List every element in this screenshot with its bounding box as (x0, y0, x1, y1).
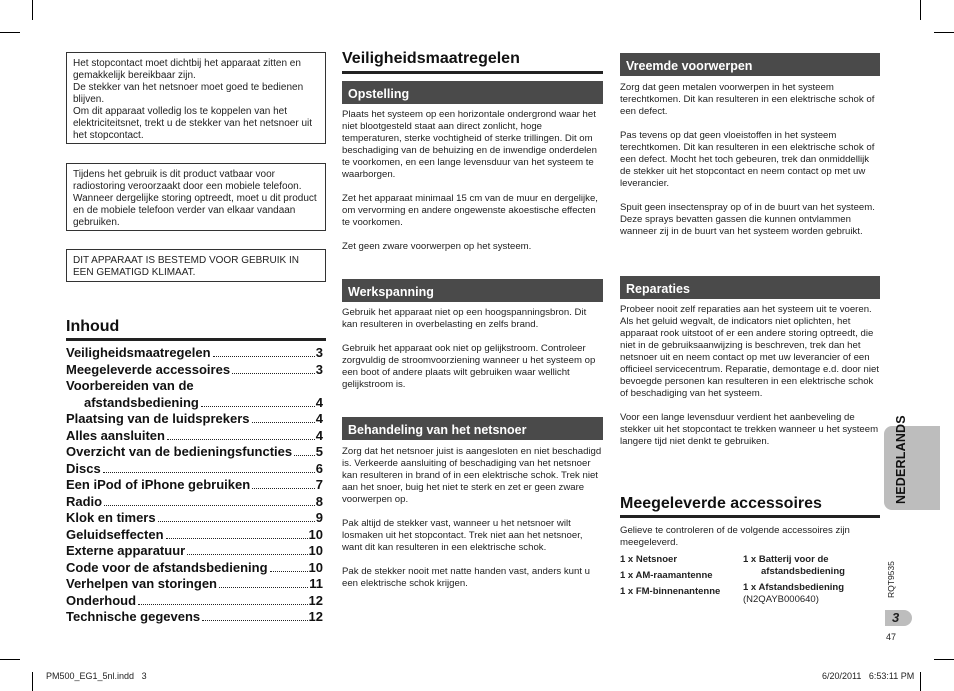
crop-mark (934, 32, 954, 33)
radio-notice-text: Tijdens het gebruik is dit product vatbaar voor radiostoring veroorzaakt door een mobiele telefoon. Wanneer dergelijke storing optreedt, moet u dit product en de mobiele telefoon verder van elkaar vandaan gebruiken. (73, 169, 317, 228)
paragraph: Pak de stekker nooit met natte handen vast, anders kunt u een elektrische schok krijgen. (342, 566, 590, 589)
toc-entry-title: Onderhoud (66, 592, 137, 608)
language-tab (884, 415, 940, 510)
toc-entry-page: 7 (315, 477, 323, 492)
toc-leader-dots (187, 554, 307, 555)
toc-leader-dots (103, 472, 315, 473)
toc-entry-title: Discs (66, 460, 101, 476)
toc-leader-dots (201, 406, 315, 407)
toc-entry-title: Een iPod of iPhone gebruiken (66, 477, 251, 492)
toc-entry-page: 9 (315, 510, 323, 525)
table-of-contents (66, 345, 323, 626)
footer-file: PM500_EG1_5nl.indd 3 (46, 671, 147, 681)
paragraph: Probeer nooit zelf reparaties aan het systeem uit te voeren. Als het geluid wegvalt, de indicators niet oplichten, het apparaat rook uitstoot of er een andere storing optreedt, die niet in de gebruiksaanwijzing is beschreven, trek dan het netsnoer uit en neem contact op met uw leverancier of een officieel servicecentrum. Reparatie, demontage e.d. door niet bevoegde personen kan resulteren in een elektrische schok of beschadiging van het systeem. (620, 304, 879, 399)
netsnoer-text (342, 446, 603, 602)
toc-entry-page: 10 (308, 526, 323, 542)
language-label: NEDERLANDS (894, 415, 908, 504)
accessories-list-left (620, 554, 740, 602)
accessories-list-right (743, 554, 883, 606)
paragraph: Pas tevens op dat geen vloeistoffen in het systeem terechtkomen. Dit kan resulteren in een elektrische schok of een defect. Mocht het toch gebeuren, trek dan onmiddellijk de stekker uit het stopcontact en neem contact op met uw leverancier. (620, 130, 875, 189)
toc-entry (66, 609, 323, 626)
toc-entry-page: 4 (315, 427, 323, 443)
toc-entry-title: Alles aansluiten (66, 427, 165, 443)
toc-entry (66, 543, 323, 560)
paragraph: Voor een lange levensduur verdient het aanbeveling de stekker uit het stopcontact te trekken wanneer u het systeem langere tijd niet denkt te gebruiken. (620, 412, 879, 447)
toc-entry (66, 395, 323, 412)
climate-notice-text: DIT APPARAAT IS BESTEMD VOOR GEBRUIK IN EEN GEMATIGD KLIMAAT. (73, 255, 299, 278)
toc-entry-page: 11 (309, 576, 323, 591)
paragraph: Pak altijd de stekker vast, wanneer u het netsnoer wilt losmaken uit het stopcontact. Trek niet aan het netsnoer, want dit kan resulteren in een elektrische schok. (342, 518, 583, 553)
toc-entry (66, 378, 323, 395)
toc-leader-dots (294, 455, 315, 456)
page-number: 3 (892, 610, 900, 625)
toc-entry-title: Code voor de afstandsbediening (66, 559, 268, 575)
reparaties-heading: Reparaties (620, 276, 880, 299)
climate-notice-box (66, 249, 326, 282)
crop-mark (32, 0, 33, 20)
paragraph: Zorg dat het netsnoer juist is aangesloten en niet beschadigd is. Verkeerde aansluiting of beschadiging van het netsnoer kan resulteren in brand of in een elektrische schok. Trek niet aan het snoer, buig het niet te sterk en zet er geen zware voorwerpen op. (342, 446, 602, 505)
toc-rule (66, 338, 326, 341)
toc-leader-dots (213, 356, 315, 357)
crop-mark (920, 0, 921, 20)
radio-notice-box (66, 163, 326, 231)
plug-notice-line: Het stopcontact moet dichtbij het apparaat zitten en gemakkelijk bereikbaar zijn. (73, 58, 301, 81)
accessory-item: 1 x Batterij voor de (743, 554, 829, 565)
paragraph: Gebruik het apparaat niet op een hoogspanningsbron. Dit kan resulteren in overbelasting en zelfs brand. (342, 307, 587, 330)
toc-entry-page: 12 (308, 592, 323, 608)
toc-entry (66, 576, 323, 593)
plug-notice-line: Om dit apparaat volledig los te koppelen van het elektriciteitsnet, trekt u de stekker van het netsnoer uit het stopcontact. (73, 106, 313, 141)
toc-entry-title: Radio (66, 493, 103, 509)
document-code: RQT9535 (886, 561, 896, 598)
toc-entry (66, 461, 323, 478)
toc-entry (66, 510, 323, 527)
crop-mark (920, 672, 921, 691)
accessories-rule (620, 515, 880, 518)
toc-entry-page: 4 (315, 411, 323, 426)
toc-entry-page: 4 (315, 394, 323, 410)
crop-mark (32, 672, 33, 691)
toc-leader-dots (202, 620, 307, 621)
toc-leader-dots (138, 604, 307, 605)
toc-entry (66, 345, 323, 362)
toc-entry-page: 3 (315, 361, 323, 377)
toc-entry-title: Verhelpen van storingen (66, 576, 217, 591)
toc-title: Inhoud (66, 318, 120, 335)
page-number-badge (885, 610, 912, 626)
safety-title: Veiligheidsmaatregelen (342, 50, 520, 67)
toc-entry (66, 560, 323, 577)
toc-entry-page: 8 (315, 493, 323, 509)
toc-entry-title: Veiligheidsmaatregelen (66, 345, 211, 360)
paragraph: Zet het apparaat minimaal 15 cm van de muur en dergelijke, om vervorming en andere ongewenste akoestische effecten te voorkomen. (342, 193, 598, 228)
accessory-item-continued: afstandsbediening (761, 566, 845, 577)
opstelling-heading: Opstelling (342, 81, 603, 104)
accessory-item: 1 x Netsnoer (620, 554, 678, 565)
toc-leader-dots (167, 439, 315, 440)
paragraph: Plaats het systeem op een horizontale ondergrond waar het niet blootgesteld staat aan direct zonlicht, hoge temperaturen, sterke vochtigheid of sterke trillingen. Dit om beschadiging van de behuizing en de inwendige onderdelen te voorkomen, en een lange levensduur van het systeem te waarborgen. (342, 109, 597, 180)
toc-entry-title: Voorbereiden van de (66, 378, 194, 393)
accessory-item: 1 x Afstandsbediening (743, 582, 844, 593)
footer-datetime: 6/20/2011 6:53:11 PM (822, 671, 915, 681)
toc-entry-title: afstandsbediening (84, 394, 199, 410)
toc-entry-page: 10 (308, 559, 323, 575)
toc-entry-title: Klok en timers (66, 510, 156, 525)
toc-entry-page: 5 (315, 444, 323, 459)
accessories-intro: Gelieve te controleren of de volgende accessoires zijn meegeleverd. (620, 525, 850, 548)
toc-entry-page: 10 (308, 543, 323, 558)
print-page-number: 47 (886, 632, 897, 642)
toc-leader-dots (219, 587, 308, 588)
toc-entry-title: Overzicht van de bedieningsfuncties (66, 444, 293, 459)
toc-entry (66, 477, 323, 494)
toc-entry-title: Plaatsing van de luidsprekers (66, 411, 250, 426)
vreemde-heading: Vreemde voorwerpen (620, 53, 880, 76)
vreemde-text (620, 82, 882, 250)
crop-mark (934, 659, 954, 660)
toc-entry (66, 494, 323, 511)
paragraph: Zorg dat geen metalen voorwerpen in het systeem terechtkomen. Dit kan resulteren in een elektrische schok of een defect. (620, 82, 875, 117)
toc-entry (66, 411, 323, 428)
toc-entry-title: Meegeleverde accessoires (66, 361, 231, 377)
toc-entry (66, 362, 323, 379)
accessory-item: 1 x AM-raamantenne (620, 570, 713, 581)
werkspanning-heading: Werkspanning (342, 279, 603, 302)
paragraph: Zet geen zware voorwerpen op het systeem. (342, 241, 532, 252)
toc-entry-page: 6 (315, 460, 323, 476)
toc-leader-dots (104, 505, 315, 506)
plug-notice-box (66, 52, 326, 144)
toc-entry (66, 444, 323, 461)
toc-entry-page: 12 (308, 609, 323, 624)
accessories-title: Meegeleverde accessoires (620, 495, 822, 512)
crop-mark (0, 659, 20, 660)
toc-entry-title: Technische gegevens (66, 609, 201, 624)
toc-entry-page: 3 (315, 345, 323, 360)
toc-entry-title: Geluidseffecten (66, 526, 164, 542)
toc-entry-title: Externe apparatuur (66, 543, 186, 558)
toc-leader-dots (158, 521, 315, 522)
toc-leader-dots (252, 422, 315, 423)
toc-leader-dots (166, 538, 308, 539)
safety-rule (342, 71, 603, 74)
crop-mark (0, 32, 20, 33)
reparaties-text (620, 304, 882, 460)
accessory-model-code: (N2QAYB000640) (743, 594, 819, 605)
accessory-item: 1 x FM-binnenantenne (620, 586, 721, 597)
werkspanning-text (342, 307, 603, 403)
netsnoer-heading: Behandeling van het netsnoer (342, 417, 603, 440)
paragraph: Gebruik het apparaat ook niet op gelijkstroom. Controleer zorgvuldig de stroomvoorziening wanneer u het systeem op een boot of andere plaats wilt gebruiken waar wellicht gelijkstroom is. (342, 343, 596, 390)
toc-entry (66, 527, 323, 544)
paragraph: Spuit geen insectenspray op of in de buurt van het systeem. Deze sprays bevatten gassen die kunnen ontvlammen wanneer zij in de buurt van het systeem worden gebruikt. (620, 202, 875, 237)
toc-leader-dots (252, 488, 315, 489)
toc-entry (66, 428, 323, 445)
plug-notice-line: De stekker van het netsnoer moet goed te bedienen blijven. (73, 82, 304, 105)
opstelling-text (342, 109, 603, 265)
toc-leader-dots (232, 373, 315, 374)
toc-entry (66, 593, 323, 610)
toc-leader-dots (270, 571, 308, 572)
